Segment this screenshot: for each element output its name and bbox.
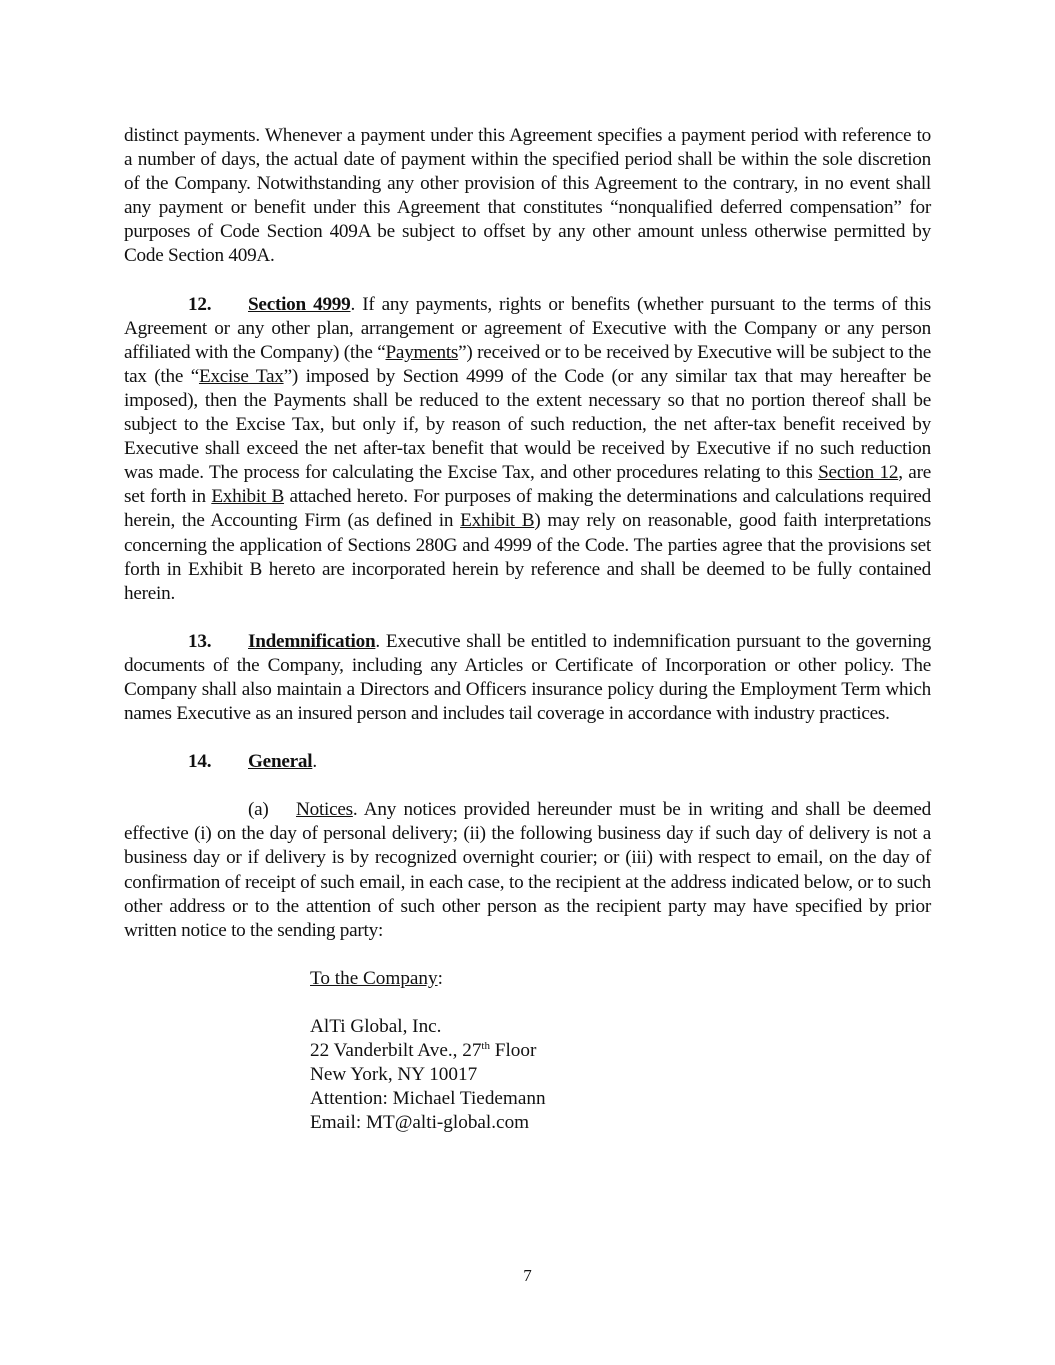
document-page	[124, 124, 931, 1135]
section-12-paragraph	[124, 293, 931, 606]
section-text: , are set forth in	[124, 462, 931, 508]
cross-reference-exhibit-b: Exhibit B	[211, 486, 285, 508]
section-text: ”) received or to be received by Executive will be subject to the tax (the “	[124, 341, 931, 387]
section-text: ”) imposed by Section 4999 of the Code (or any similar tax that may hereafter be imposed), then the Payments shall be reduced to the extent necessary so that no portion thereof shall be subject to the Excise Tax, but only if, by reason of such reduction, the net after-tax benefit received by Executive shall exceed the net after-tax benefit that would be received by Executive if no such reduction was made. The process for calculating the Excise Tax, and other procedures relating to this	[124, 365, 931, 484]
subsection-a-paragraph	[124, 798, 931, 943]
defined-term-payments: Payments	[385, 341, 459, 363]
section-text: ) may rely on reasonable, good faith interpretations concerning the application of Sections 280G and 4999 of the Code. The parties agree that the provisions set forth in Exhibit B hereto are incorporated herein by reference and shall be deemed to be fully contained herein.	[124, 510, 932, 604]
address-email: Email: MT@alti-global.com	[310, 1111, 530, 1133]
address-attention: Attention: Michael Tiedemann	[310, 1087, 546, 1109]
subsection-text: . Any notices provided hereunder must be in writing and shall be deemed effective (i) on the day of personal delivery; (ii) the following business day if such day of delivery is not a business day or if delivery is by recognized overnight courier; or (iii) with respect to email, on the day of confirmation of receipt of such email, in each case, to the recipient at the address indicated below, or to such other address or to the attention of such other person as the recipient party may have specified by prior written notice to the sending party:	[124, 799, 931, 941]
address-block	[310, 967, 931, 1135]
page-number: 7	[523, 1266, 532, 1285]
section-14-heading	[124, 750, 931, 774]
heading-suffix: .	[312, 751, 317, 773]
section-number: 12.	[188, 293, 212, 315]
cross-reference-section-12: Section 12	[818, 462, 899, 484]
continuation-paragraph: distinct payments. Whenever a payment under this Agreement specifies a payment period with reference to a number of days, the actual date of payment within the specified period shall be within the sole discretion of the Company. Notwithstanding any other provision of this Agreement to the contrary, in no event shall any payment or benefit under this Agreement that constitutes “nonqualified deferred compensation” for purposes of Code Section 409A be subject to offset by any other amount unless otherwise permitted by Code Section 409A.	[124, 125, 931, 267]
section-heading: Section 4999	[248, 293, 351, 315]
address-street	[310, 1039, 931, 1063]
section-13-paragraph	[124, 630, 931, 726]
address-label-text: To the Company	[310, 967, 438, 989]
section-number: 14.	[188, 751, 212, 773]
subsection-label: (a)	[248, 799, 269, 821]
ordinal-suffix: th	[481, 1039, 490, 1052]
address-spacer	[310, 991, 931, 1015]
address-city: New York, NY 10017	[310, 1063, 478, 1085]
street-floor: Floor	[489, 1039, 537, 1061]
defined-term-excise-tax: Excise Tax	[198, 365, 284, 387]
cross-reference-exhibit-b: Exhibit B	[460, 510, 535, 532]
address-company: AlTi Global, Inc.	[310, 1015, 442, 1037]
section-text: attached hereto. For purposes of making the determinations and calculations required herein, the Accounting Firm (as defined in	[124, 486, 931, 532]
address-label	[310, 967, 931, 991]
street-text: 22 Vanderbilt Ave., 27	[310, 1039, 482, 1061]
section-heading: Indemnification	[248, 630, 376, 652]
section-heading: General	[248, 751, 313, 773]
section-text: . Executive shall be entitled to indemnification pursuant to the governing documents of the Company, including any Articles or Certificate of Incorporation or other policy. The Company shall also maintain a Directors and Officers insurance policy during the Employment Term which names Executive as an insured person and includes tail coverage in accordance with industry practices.	[124, 630, 931, 725]
address-label-suffix: :	[437, 967, 443, 989]
subsection-heading: Notices	[296, 799, 353, 821]
section-number: 13.	[188, 630, 212, 652]
section-text: . If any payments, rights or benefits (whether pursuant to the terms of this Agreement or any other plan, arrangement or agreement of Executive with the Company or any person affiliated with the Company) (the “	[124, 293, 931, 363]
